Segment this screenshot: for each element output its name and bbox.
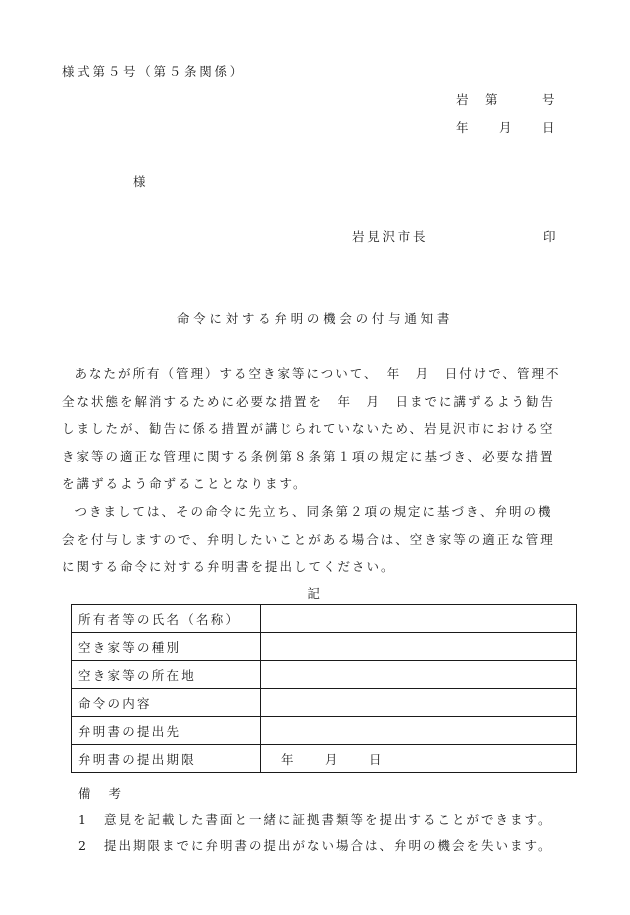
- remark-number: 2: [78, 838, 88, 853]
- row-value: [261, 605, 577, 633]
- details-table: [71, 604, 577, 773]
- document-title: 命令に対する弁明の機会の付与通知書: [176, 311, 454, 326]
- ki-heading: 記: [307, 586, 323, 601]
- date-month: 月: [499, 120, 515, 135]
- body-paragraph-2: つきましては、その命令に先立ち、同条第２項の規定に基づき、弁明の機会を付与しますので、弁明したいことがある場合は、空き家等の適正な管理に関する命令に対する弁明書を提出してください。: [62, 503, 555, 575]
- row-label: 弁明書の提出期限: [72, 745, 261, 773]
- remark-item-2: [78, 836, 553, 854]
- remark-text: 意見を記載した書面と一緒に証拠書類等を提出することができます。: [104, 812, 553, 827]
- table-row: [72, 689, 577, 717]
- remark-number: 1: [78, 812, 88, 827]
- document-date: [456, 118, 566, 134]
- deadline-month: 月: [325, 751, 340, 767]
- form-label: 様式第５号（第５条関係）: [62, 64, 246, 79]
- deadline-date: [261, 745, 577, 773]
- row-label: 空き家等の所在地: [72, 661, 261, 689]
- row-value: [261, 689, 577, 717]
- remark-text: 提出期限までに弁明書の提出がない場合は、弁明の機会を失います。: [104, 838, 553, 853]
- table-row: [72, 633, 577, 661]
- row-label: 所有者等の氏名（名称）: [72, 605, 261, 633]
- document-number: [456, 90, 566, 106]
- doc-number-dai: 第: [485, 92, 501, 107]
- date-year: 年: [456, 120, 472, 135]
- row-value: [261, 717, 577, 745]
- date-day: 日: [542, 120, 558, 135]
- row-value: [261, 661, 577, 689]
- table-row: [72, 605, 577, 633]
- issuer-name: 岩見沢市長: [352, 229, 429, 244]
- table-row: [72, 717, 577, 745]
- row-label: 空き家等の種別: [72, 633, 261, 661]
- seal-mark: 印: [543, 229, 559, 244]
- table-row: [72, 661, 577, 689]
- remark-item-1: [78, 810, 553, 828]
- row-label: 命令の内容: [72, 689, 261, 717]
- doc-number-go: 号: [542, 92, 558, 107]
- table-row: [72, 745, 577, 773]
- row-label: 弁明書の提出先: [72, 717, 261, 745]
- addressee: 様: [133, 174, 149, 189]
- remarks-title: 備 考: [78, 786, 124, 801]
- doc-number-prefix: 岩: [456, 92, 472, 107]
- deadline-day: 日: [369, 751, 384, 767]
- body-paragraph-1: あなたが所有（管理）する空き家等について、 年 月 日付けで、管理不全な状態を解消するために必要な措置を 年 月 日までに講ずるよう勧告しましたが、勧告に係る措置が講じられていないため、岩見沢市における空き家等の適正な管理に関する条例第８条第１項の規定に基づき、必要な措置を講ずるよう命ずることとなります。: [62, 366, 561, 492]
- body-text: [62, 360, 562, 581]
- row-value: [261, 633, 577, 661]
- deadline-year: 年: [281, 751, 296, 767]
